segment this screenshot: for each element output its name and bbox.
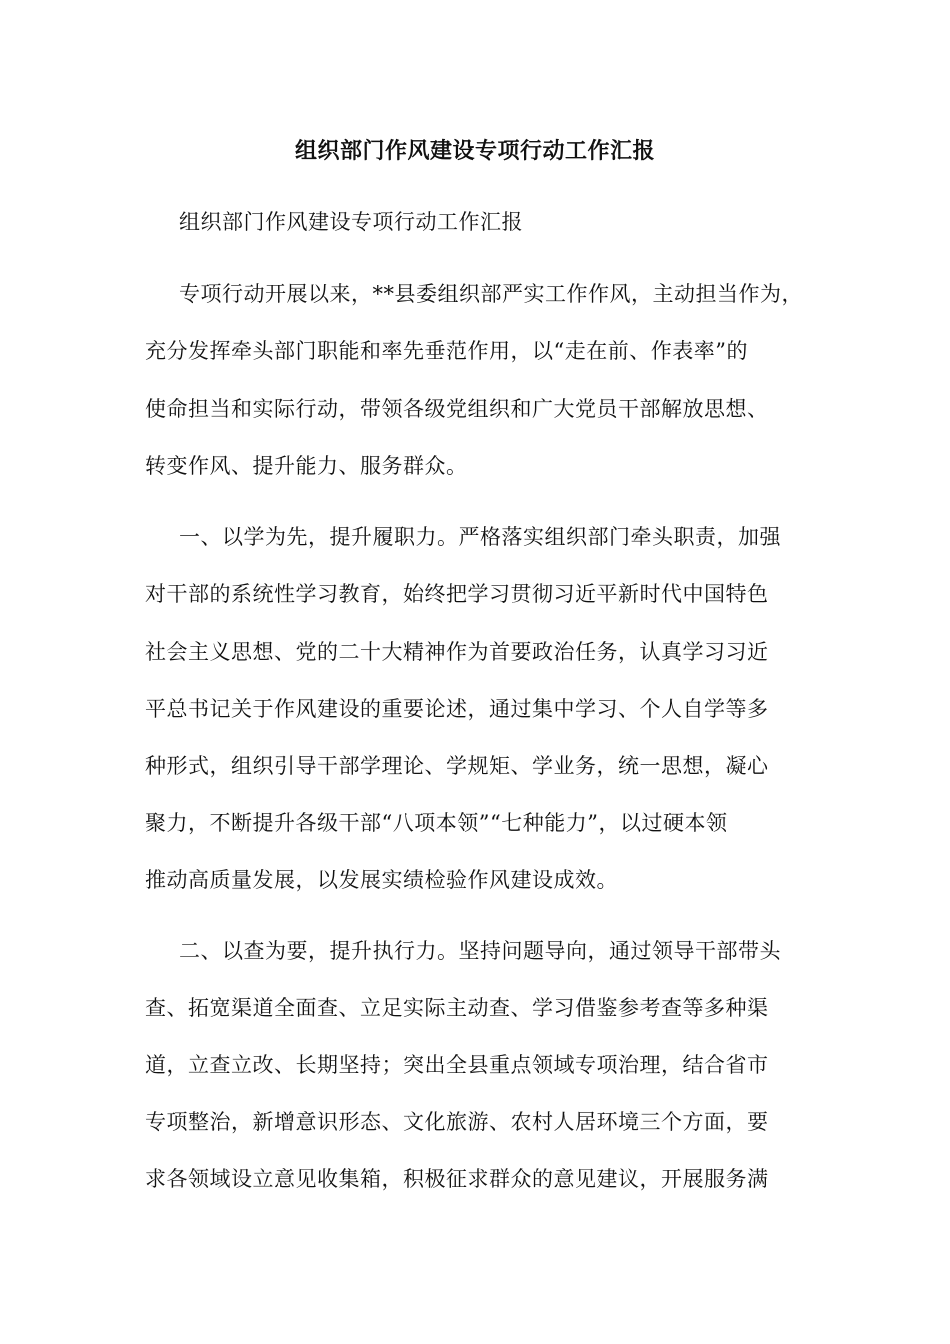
paragraph-2-line-1: 一、以学为先，提升履职力。严格落实组织部门牵头职责，加强 — [179, 525, 781, 549]
paragraph-1-line-4: 转变作风、提升能力、服务群众。 — [145, 454, 468, 478]
paragraph-3-line-2: 查、拓宽渠道全面查、立足实际主动查、学习借鉴参考查等多种渠 — [145, 996, 769, 1020]
paragraph-3-line-3: 道，立查立改、长期坚持；突出全县重点领域专项治理，结合省市 — [145, 1053, 769, 1077]
paragraph-2-line-5: 种形式，组织引导干部学理论、学规矩、学业务，统一思想，凝心 — [145, 754, 769, 778]
paragraph-3-line-4: 专项整治，新增意识形态、文化旅游、农村人居环境三个方面，要 — [145, 1110, 769, 1134]
paragraph-2-line-4: 平总书记关于作风建设的重要论述，通过集中学习、个人自学等多 — [145, 697, 769, 721]
paragraph-2-line-6: 聚力，不断提升各级干部“八项本领”“七种能力”，以过硬本领 — [145, 811, 728, 835]
paragraph-1-line-3: 使命担当和实际行动，带领各级党组织和广大党员干部解放思想、 — [145, 397, 769, 421]
paragraph-1-line-1: 专项行动开展以来，**县委组织部严实工作作风，主动担当作为， — [179, 282, 803, 306]
paragraph-3-line-5: 求各领域设立意见收集箱，积极征求群众的意见建议，开展服务满 — [145, 1167, 769, 1191]
paragraph-2-line-2: 对干部的系统性学习教育，始终把学习贯彻习近平新时代中国特色 — [145, 582, 769, 606]
paragraph-3-line-1: 二、以查为要，提升执行力。坚持问题导向，通过领导干部带头 — [179, 939, 781, 963]
paragraph-1-line-2: 充分发挥牵头部门职能和率先垂范作用，以“走在前、作表率”的 — [145, 339, 748, 363]
paragraph-2-line-7: 推动高质量发展，以发展实绩检验作风建设成效。 — [145, 868, 618, 892]
document-title: 组织部门作风建设专项行动工作汇报 — [294, 138, 655, 164]
paragraph-2-line-3: 社会主义思想、党的二十大精神作为首要政治任务，认真学习习近 — [145, 640, 769, 664]
document-subtitle: 组织部门作风建设专项行动工作汇报 — [179, 210, 523, 234]
